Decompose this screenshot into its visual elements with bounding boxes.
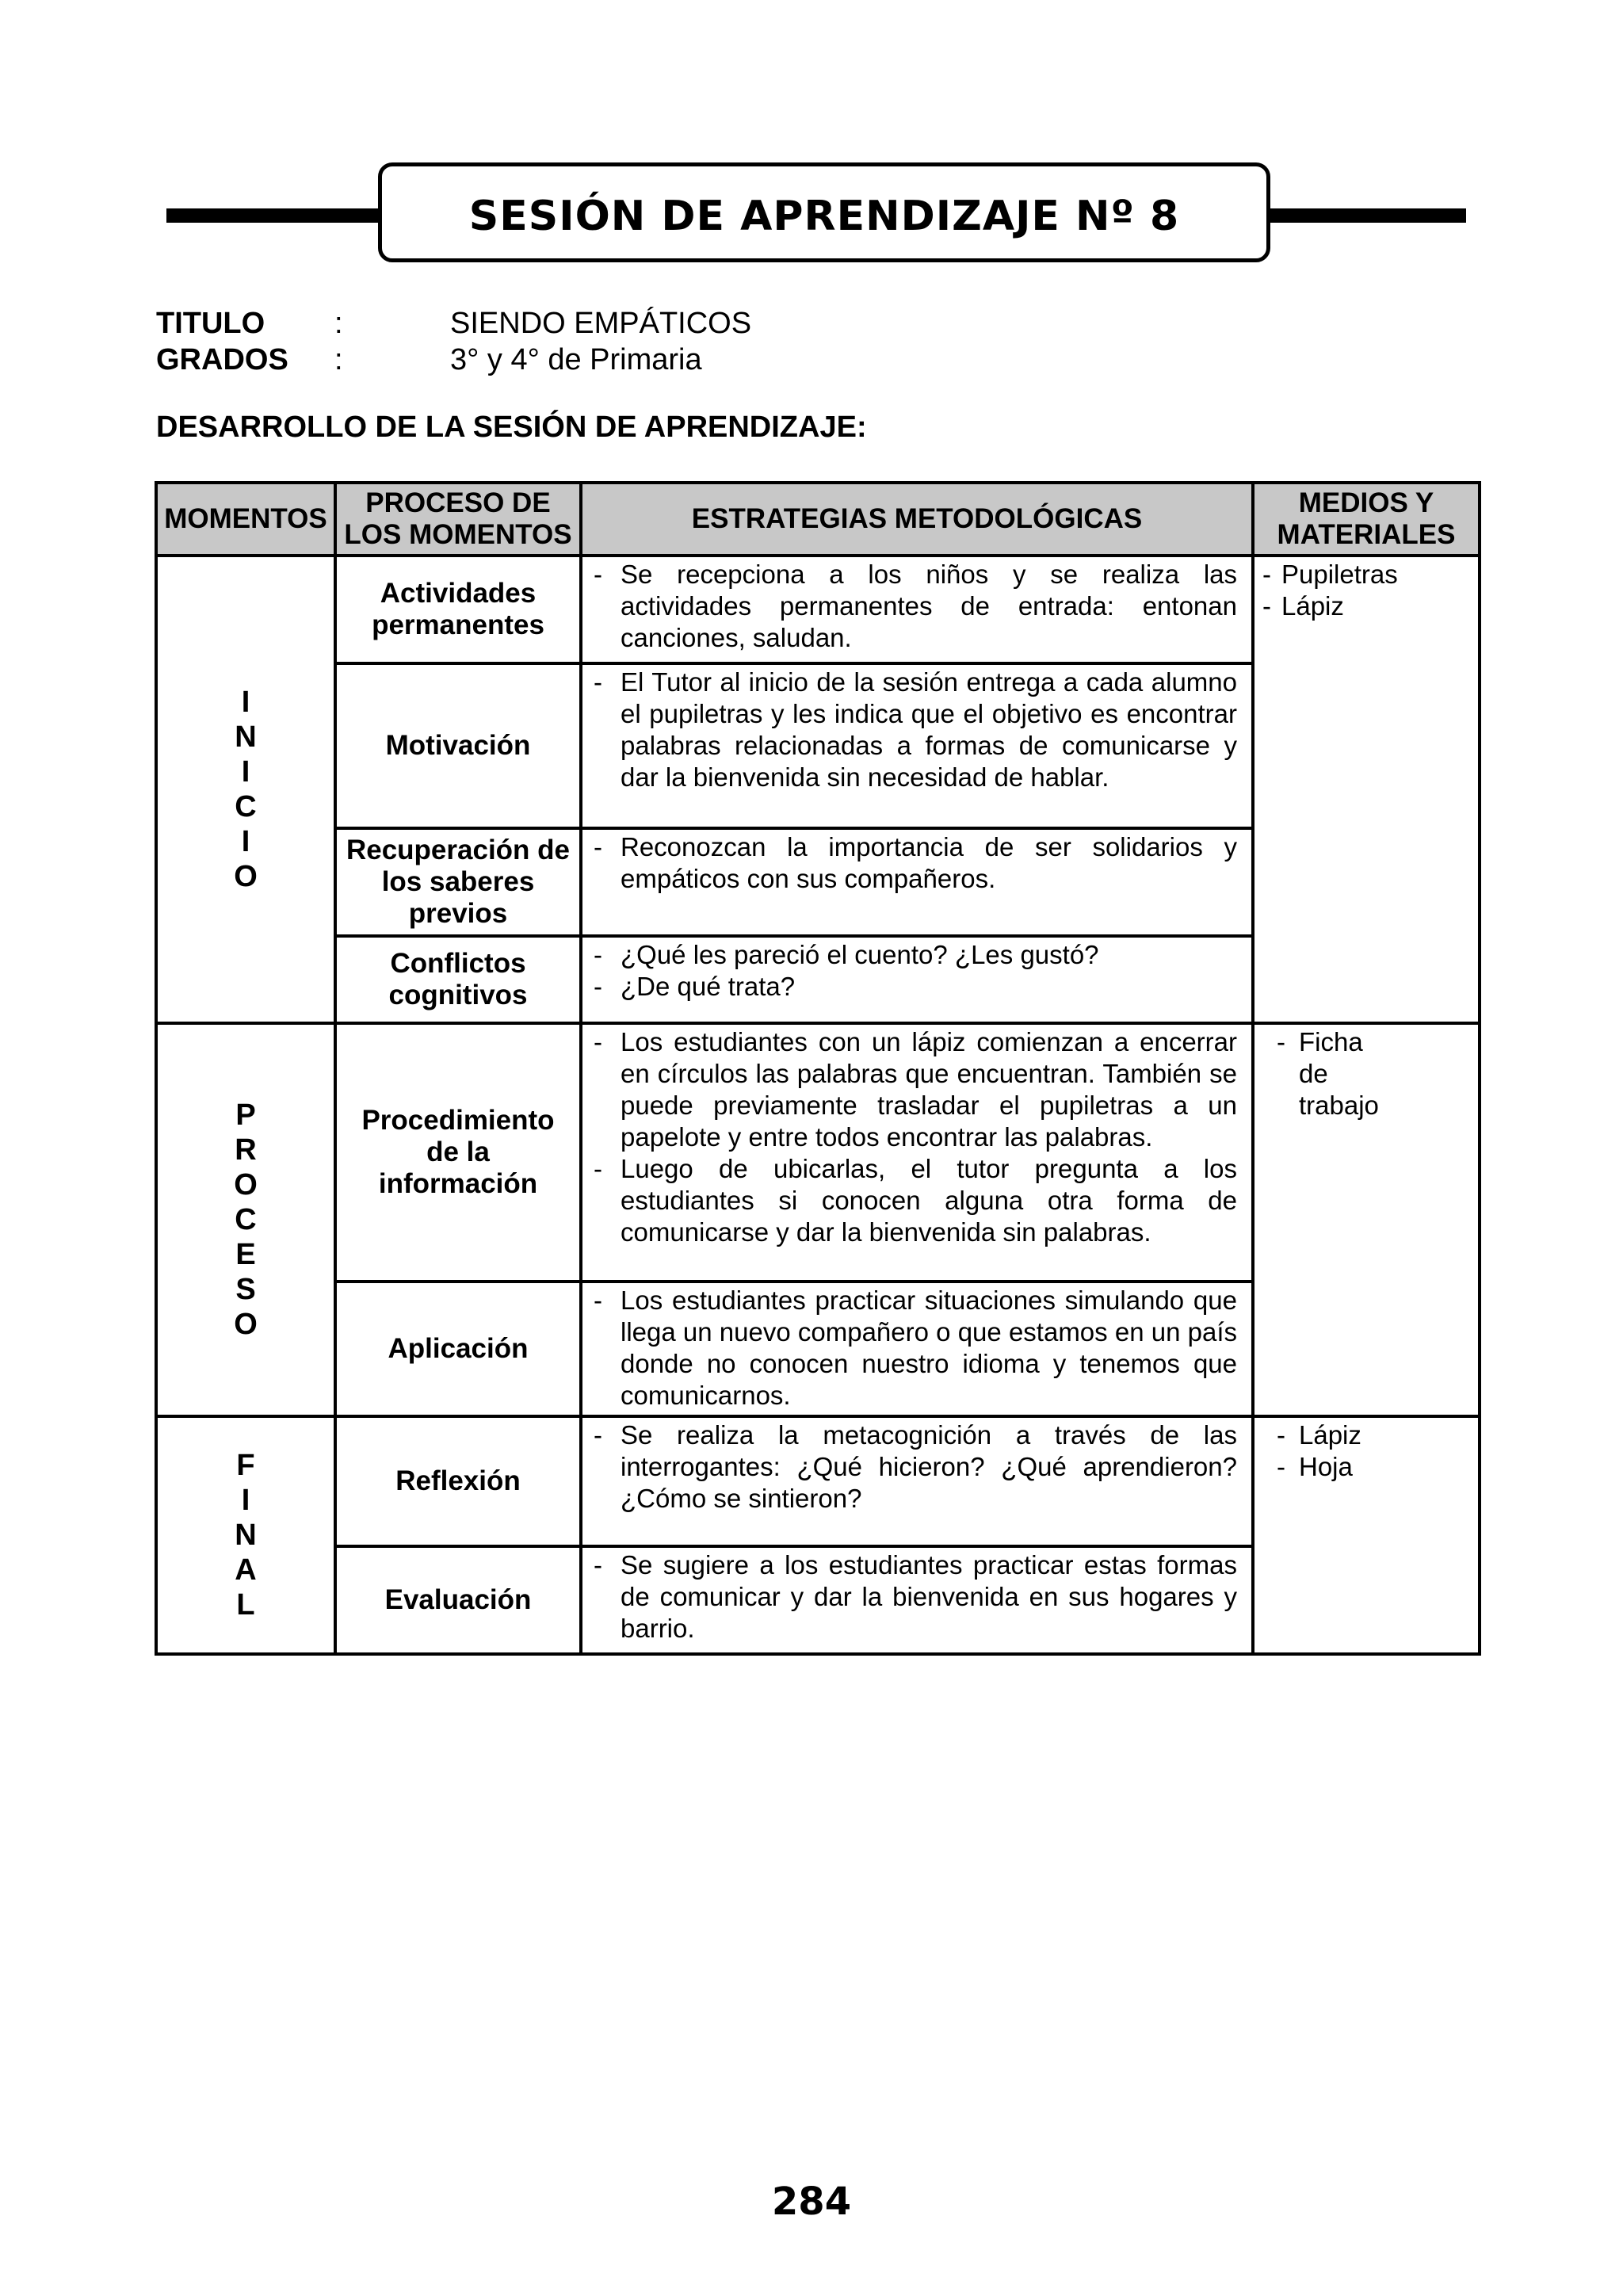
table-body	[156, 556, 1480, 1654]
header-medios-line2: MATERIALES	[1277, 519, 1456, 550]
strategy-cell	[581, 936, 1253, 1023]
page-number: 284	[771, 2179, 852, 2224]
strategy-cell	[581, 663, 1253, 828]
strategy-item	[594, 1549, 1237, 1645]
moment-letter: I	[241, 825, 250, 858]
strategy-cell	[581, 828, 1253, 936]
strategy-text: Se recepciona a los niños y se realiza las actividades permanentes de entrada: entonan canciones, saludan.	[621, 560, 1237, 652]
moment-letter: C	[235, 1203, 257, 1236]
material-text: Hoja	[1299, 1452, 1353, 1481]
material-item	[1262, 590, 1470, 622]
strategy-item	[594, 559, 1237, 654]
header-medios	[1253, 483, 1480, 556]
strategy-cell	[581, 1416, 1253, 1546]
materials-cell-final	[1253, 1416, 1480, 1654]
moment-letter: N	[235, 1519, 257, 1552]
meta-row-grados	[156, 342, 751, 378]
moment-letter: I	[241, 686, 250, 719]
strategy-item	[594, 1153, 1237, 1248]
dash-marker: -	[1262, 591, 1271, 621]
strategy-text: Reconozcan la importancia de ser solidarios y empáticos con sus compañeros.	[621, 832, 1237, 893]
moment-letter: C	[235, 790, 257, 823]
dash-marker: -	[1277, 1452, 1285, 1481]
moment-letter: R	[235, 1133, 257, 1167]
materials-cell-inicio	[1253, 556, 1480, 1023]
dash-marker: -	[594, 667, 602, 697]
strategy-item	[594, 667, 1237, 793]
moment-letter: S	[235, 1273, 256, 1306]
titulo-label: TITULO	[156, 306, 265, 340]
material-text: Ficha de trabajo	[1299, 1027, 1379, 1120]
strategy-item	[594, 831, 1237, 895]
moment-letter: P	[235, 1098, 256, 1132]
dash-marker: -	[594, 1154, 602, 1183]
grados-colon: :	[334, 342, 343, 376]
moment-cell-inicio	[156, 556, 335, 1023]
materials-cell-proceso	[1253, 1023, 1480, 1416]
material-item	[1262, 1026, 1470, 1121]
moment-letter: I	[241, 1484, 250, 1517]
grados-value: 3° y 4° de Primaria	[450, 342, 702, 376]
strategy-text: Luego de ubicarlas, el tutor pregunta a los estudiantes si conocen alguna otra forma de comunicarse y dar la bienvenida sin palabras.	[621, 1154, 1237, 1247]
header-medios-line1: MEDIOS Y	[1298, 487, 1434, 518]
process-cell: Conflictos cognitivos	[335, 936, 581, 1023]
strategy-text: ¿De qué trata?	[621, 972, 796, 1001]
banner-rule-left	[166, 208, 380, 223]
dash-marker: -	[594, 940, 602, 969]
material-text: Pupiletras	[1281, 560, 1398, 589]
strategy-text: Los estudiantes con un lápiz comienzan a encerrar en círculos las palabras que encuentran. También se puede previamente trasladar el pupiletras a un papelote y entre todos encontrar las palabras.	[621, 1027, 1237, 1152]
process-cell: Recuperación de los saberes previos	[335, 828, 581, 936]
moment-label-proceso	[158, 1098, 334, 1342]
strategy-item	[594, 1285, 1237, 1412]
moment-letter: O	[234, 1168, 258, 1201]
table-row	[156, 1023, 1480, 1282]
dash-marker: -	[594, 1027, 602, 1056]
strategy-cell	[581, 1023, 1253, 1282]
dash-marker: -	[1262, 560, 1271, 589]
table-row	[156, 1416, 1480, 1546]
strategy-text: ¿Qué les pareció el cuento? ¿Les gustó?	[621, 940, 1099, 969]
dash-marker: -	[594, 1420, 602, 1450]
titulo-value: SIENDO EMPÁTICOS	[450, 306, 752, 340]
moment-letter: A	[235, 1553, 257, 1587]
moment-letter: O	[234, 860, 258, 893]
header-estrategias: ESTRATEGIAS METODOLÓGICAS	[581, 483, 1253, 556]
moment-cell-final	[156, 1416, 335, 1654]
process-cell: Actividades permanentes	[335, 556, 581, 663]
material-item	[1262, 1419, 1470, 1451]
material-item	[1262, 1451, 1470, 1483]
strategy-cell	[581, 1546, 1253, 1654]
strategy-text: Los estudiantes practicar situaciones simulando que llega un nuevo compañero o que estamos en un país donde no conocen nuestro idioma y tenemos que comunicarnos.	[621, 1286, 1237, 1410]
moment-cell-proceso	[156, 1023, 335, 1416]
moment-letter: E	[235, 1238, 256, 1271]
process-cell: Motivación	[335, 663, 581, 828]
title-banner	[166, 162, 1466, 266]
session-table	[155, 481, 1481, 1656]
process-cell: Reflexión	[335, 1416, 581, 1546]
strategy-item	[594, 1419, 1237, 1515]
strategy-item	[594, 1026, 1237, 1153]
moment-letter: F	[236, 1449, 255, 1482]
banner-rule-right	[1268, 208, 1466, 223]
meta-row-titulo	[156, 305, 751, 342]
dash-marker: -	[594, 832, 602, 861]
table-header-row	[156, 483, 1480, 556]
dash-marker: -	[1277, 1027, 1285, 1056]
process-cell: Aplicación	[335, 1282, 581, 1416]
header-proceso-line2: LOS MOMENTOS	[344, 519, 572, 550]
dash-marker: -	[594, 1286, 602, 1315]
table-row	[156, 556, 1480, 663]
grados-label: GRADOS	[156, 342, 288, 376]
material-text: Lápiz	[1299, 1420, 1361, 1450]
moment-letter: L	[236, 1588, 255, 1622]
strategy-text: Se sugiere a los estudiantes practicar estas formas de comunicar y dar la bienvenida en sus hogares y barrio.	[621, 1550, 1237, 1643]
moment-label-final	[158, 1448, 334, 1622]
dash-marker: -	[594, 1550, 602, 1580]
strategy-item	[594, 939, 1237, 971]
process-cell: Procedimiento de la información	[335, 1023, 581, 1282]
dash-marker: -	[594, 972, 602, 1001]
moment-letter: O	[234, 1308, 258, 1341]
dash-marker: -	[594, 560, 602, 589]
dash-marker: -	[1277, 1420, 1285, 1450]
strategy-text: El Tutor al inicio de la sesión entrega a cada alumno el pupiletras y les indica que el objetivo es encontrar palabras relacionadas a formas de comunicarse y dar la bienvenida sin necesidad de hablar.	[621, 667, 1237, 792]
title-box	[378, 162, 1270, 262]
header-momentos: MOMENTOS	[156, 483, 335, 556]
header-proceso	[335, 483, 581, 556]
material-item	[1262, 559, 1470, 590]
strategy-text: Se realiza la metacognición a través de las interrogantes: ¿Qué hicieron? ¿Qué aprendieron? ¿Cómo se sintieron?	[621, 1420, 1237, 1513]
section-heading: DESARROLLO DE LA SESIÓN DE APRENDIZAJE:	[156, 411, 867, 444]
titulo-colon: :	[334, 306, 343, 340]
moment-letter: I	[241, 755, 250, 789]
session-meta	[156, 305, 751, 378]
process-cell: Evaluación	[335, 1546, 581, 1654]
strategy-cell	[581, 1282, 1253, 1416]
page-title: SESIÓN DE APRENDIZAJE Nº 8	[468, 193, 1180, 240]
strategy-cell	[581, 556, 1253, 663]
header-proceso-line1: PROCESO DE	[365, 487, 551, 518]
moment-label-inicio	[158, 685, 334, 894]
strategy-item	[594, 971, 1237, 1003]
moment-letter: N	[235, 720, 257, 754]
material-text: Lápiz	[1281, 591, 1344, 621]
